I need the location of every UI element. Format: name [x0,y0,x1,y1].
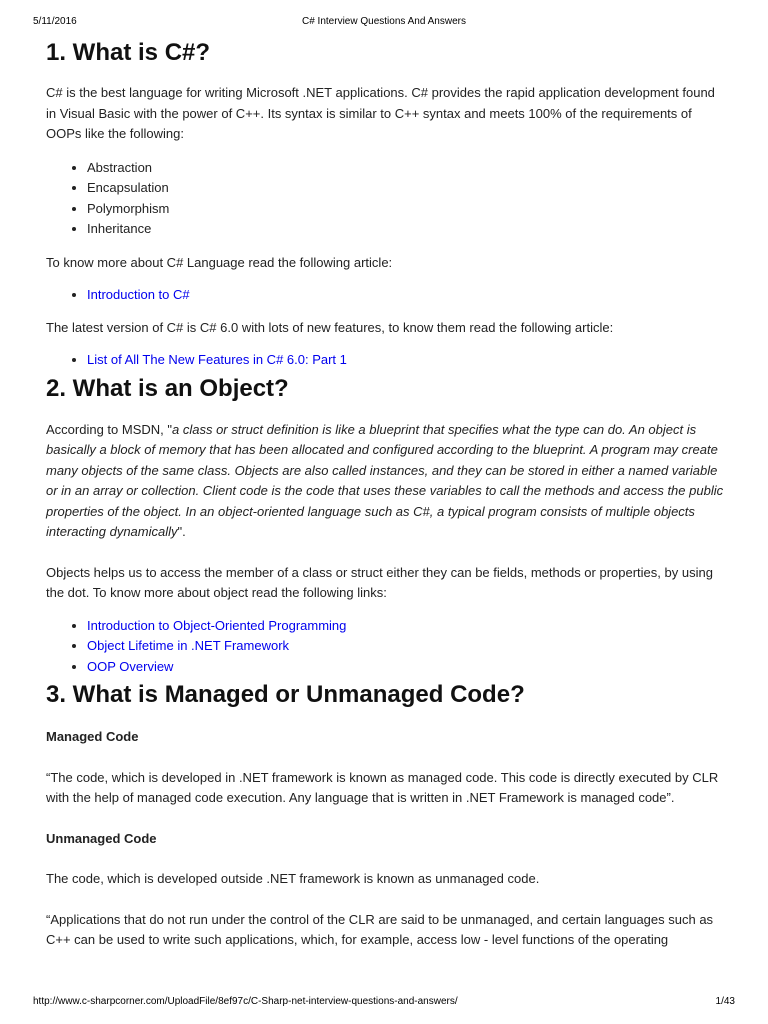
list-item: • Abstraction [87,158,726,179]
list-item: • Polymorphism [87,199,726,220]
new-features-link[interactable]: List of All The New Features in C# 6.0: Part 1 [87,352,347,367]
list-item [87,616,726,637]
page-number: 1/43 [715,996,735,1007]
objects-paragraph: Objects helps us to access the member of a class or struct either they can be fields, methods or properties, by using the dot. To know more about object read the following links: [46,564,713,600]
msdn-quote-paragraph [46,420,726,543]
oop-intro-link[interactable]: Introduction to Object-Oriented Programming [87,617,347,633]
csharp-intro-paragraph: C# is the best language for writing Microsoft .NET applications. C# provides the rapid application development found in Visual Basic with the power of C++. Its syntax is similar to C++ syntax and meets 100% of the requirements of OOPs like the following: [46,85,715,141]
unmanaged-apps-paragraph: “Applications that do not run under the control of the CLR are said to be unmanaged, and certain languages such as C++ can be used to write such applications, which, for example, access low - level functions of the operating [46,911,714,947]
document-title: C# Interview Questions And Answers [302,16,466,27]
print-header [33,16,735,30]
managed-code-heading: Managed Code [46,729,139,744]
list-item [87,657,726,678]
list-item: • Inheritance [87,219,726,240]
print-footer [33,996,735,1010]
object-lifetime-link[interactable]: Object Lifetime in .NET Framework [87,638,290,653]
source-url: http://www.c-sharpcorner.com/UploadFile/8ef97c/C-Sharp-net-interview-questions-and-answers/ [33,996,458,1007]
object-links-list [46,616,726,678]
print-date: 5/11/2016 [33,16,77,27]
question-3-heading: 3. What is Managed or Unmanaged Code? [46,681,525,708]
latest-version-paragraph: The latest version of C# is C# 6.0 with lots of new features, to know them read the following article: [46,319,614,335]
msdn-quote-text: a class or struct definition is like a blueprint that specifies what the type can do. An object is basically a block of memory that has been allocated and configured according to the blueprint. A program may create many objects of the same class. Objects are also called instances, and they can be stored in either a named variable or in an array or collection. Client code is the code that uses these variables to call the methods and access the public properties of the object. In an object-oriented language such as C#, a typical program consists of multiple objects interacting dynamically [46,421,724,539]
list-item [87,636,726,657]
intro-to-csharp-link[interactable]: Introduction to C# [87,287,190,302]
list-item [87,350,726,371]
question-1-heading: 1. What is C#? [46,39,211,66]
quote-suffix: ". [177,524,186,539]
know-more-paragraph: To know more about C# Language read the following article: [46,254,393,270]
quote-prefix: According to MSDN, " [46,421,172,437]
managed-code-paragraph: “The code, which is developed in .NET framework is known as managed code. This code is directly executed by CLR with the help of managed code execution. Any language that is written in .NET Framework is managed code”. [46,769,719,805]
question-2-heading: 2. What is an Object? [46,374,289,402]
oop-concepts-list [46,158,726,240]
list-item: • Encapsulation [87,178,726,199]
csharp-article-links [46,285,726,306]
oop-overview-link[interactable]: OOP Overview [87,658,174,674]
unmanaged-code-heading: Unmanaged Code [46,830,157,846]
unmanaged-code-paragraph: The code, which is developed outside .NET framework is known as unmanaged code. [46,871,540,886]
new-features-links [46,350,726,371]
list-item [87,285,726,306]
article-content [46,36,726,951]
